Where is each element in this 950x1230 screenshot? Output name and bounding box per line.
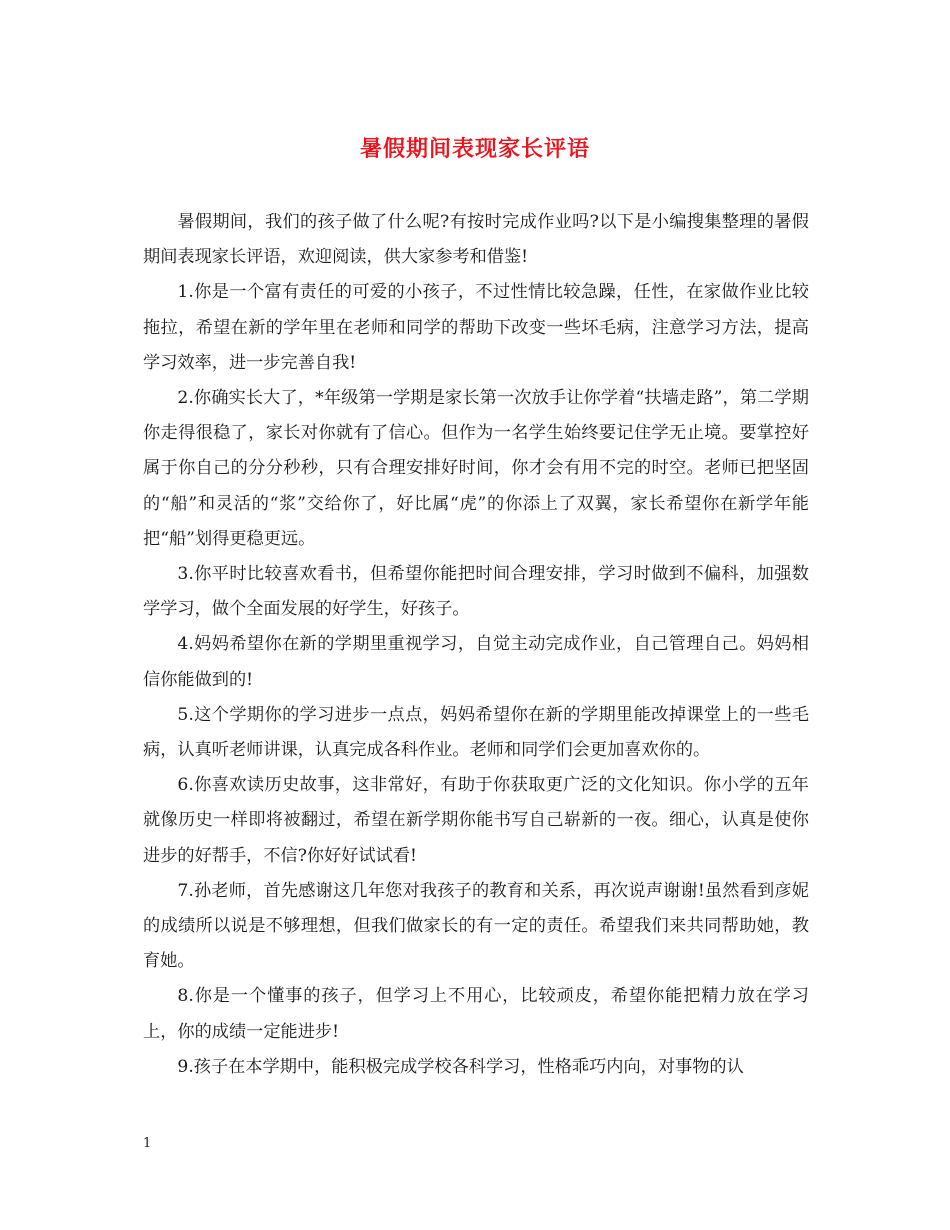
comment-paragraph-7: 7.孙老师，首先感谢这几年您对我孩子的教育和关系，再次说声谢谢!虽然看到彦妮的成绩所以说是不够理想，但我们做家长的有一定的责任。希望我们来共同帮助她，教育她。 xyxy=(143,880,809,972)
comment-paragraph-6: 6.你喜欢读历史故事，这非常好，有助于你获取更广泛的文化知识。你小学的五年就像历史一样即将被翻过，希望在新学期你能书写自己崭新的一夜。细心，认真是使你进步的好帮手，不信?你好好试试看! xyxy=(143,775,809,866)
document-title: 暑假期间表现家长评语 xyxy=(359,136,590,162)
comment-paragraph-5: 5.这个学期你的学习进步一点点，妈妈希望你在新的学期里能改掉课堂上的一些毛病，认真听老师讲课，认真完成各科作业。老师和同学们会更加喜欢你的。 xyxy=(143,704,809,761)
intro-paragraph: 暑假期间，我们的孩子做了什么呢?有按时完成作业吗?以下是小编搜集整理的暑假期间表现家长评语，欢迎阅读，供大家参考和借鉴! xyxy=(143,212,809,268)
comment-paragraph-2: 2.你确实长大了，*年级第一学期是家长第一次放手让你学着“扶墙走路”，第二学期你走得很稳了，家长对你就有了信心。但作为一名学生始终要记住学无止境。要掌控好属于你自己的分分秒秒，只有合理安排好时间，你才会有用不完的时空。老师已把坚固的“船”和灵活的“浆”交给你了，好比属“虎”的你添上了双翼，家长希望你在新学年能把“船”划得更稳更远。 xyxy=(143,388,809,549)
comment-paragraph-4: 4.妈妈希望你在新的学期里重视学习，自觉主动完成作业，自己管理自己。妈妈相信你能做到的! xyxy=(143,634,809,690)
page-number: 1 xyxy=(143,1136,152,1151)
comment-paragraph-3: 3.你平时比较喜欢看书，但希望你能把时间合理安排，学习时做到不偏科，加强数学学习，做个全面发展的好学生，好孩子。 xyxy=(143,564,809,620)
comment-paragraph-1: 1.你是一个富有责任的可爱的小孩子，不过性情比较急躁，任性，在家做作业比较拖拉，希望在新的学年里在老师和同学的帮助下改变一些坏毛病，注意学习方法，提高学习效率，进一步完善自我! xyxy=(143,282,809,373)
comment-paragraph-8: 8.你是一个懂事的孩子，但学习上不用心，比较顽皮，希望你能把精力放在学习上，你的成绩一定能进步! xyxy=(143,986,809,1042)
comment-paragraph-9: 9.孩子在本学期中，能积极完成学校各科学习，性格乖巧内向，对事物的认 xyxy=(177,1056,744,1077)
document-body xyxy=(143,205,809,1085)
